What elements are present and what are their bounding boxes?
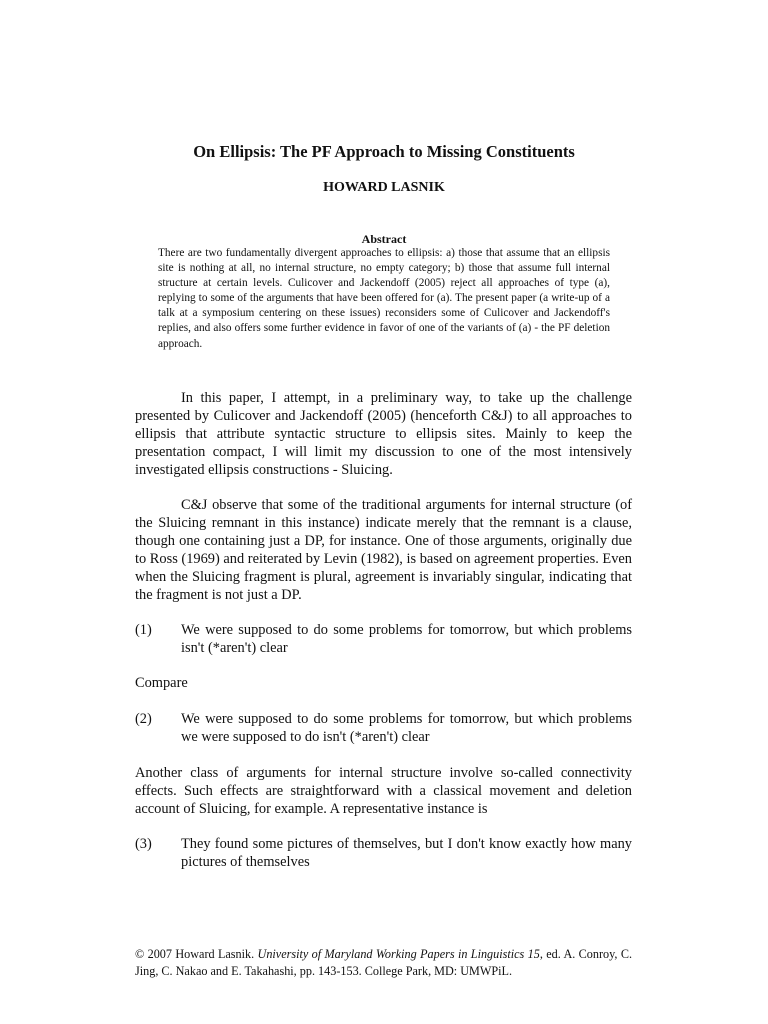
example-text: They found some pictures of themselves, but I don't know exactly how many pictures of themselves — [181, 836, 632, 871]
copyright-footnote — [135, 946, 632, 979]
example-text: We were supposed to do some problems for tomorrow, but which problems isn't (*aren't) clear — [181, 622, 632, 657]
footnote-suffix: , ed. A. Conroy, C. Jing, C. Nakao and E. Takahashi, pp. 143-153. College Park, MD: UMWPiL. — [135, 947, 632, 978]
example-number: (2) — [135, 711, 152, 727]
example-number: (3) — [135, 836, 152, 852]
abstract-text: There are two fundamentally divergent approaches to ellipsis: a) those that assume that an ellipsis site is nothing at all, no internal structure, no empty category; b) those that assume full internal structure at certain levels. Culicover and Jackendoff (2005) reject all approaches of type (a), replying to some of the arguments that have been offered for (a). The present paper (a write-up of a talk at a symposium centering on these issues) reconsiders some of Culicover and Jackendoff's replies, and also offers some further evidence in favor of one of the variants of (a) - the PF deletion approach. — [158, 247, 610, 350]
footnote-prefix: © 2007 Howard Lasnik. — [135, 947, 258, 961]
example-number: (1) — [135, 622, 152, 638]
paragraph-connectivity: Another class of arguments for internal structure involve so-called connectivity effects. Such effects are straightforward with a classical movement and deletion account of Sluicing, for example. A representative instance is — [135, 765, 632, 818]
paper-title: On Ellipsis: The PF Approach to Missing Constituents — [193, 142, 575, 161]
paragraph-intro: In this paper, I attempt, in a preliminary way, to take up the challenge presented by Culicover and Jackendoff (2005) (henceforth C&J) to all approaches to ellipsis that attribute syntactic structure to ellipsis sites. Mainly to keep the presentation compact, I will limit my discussion to one of the most intensively investigated ellipsis constructions - Sluicing. — [135, 390, 632, 479]
abstract-heading: Abstract — [361, 232, 407, 246]
paragraph-agreement: C&J observe that some of the traditional arguments for internal structure (of the Sluicing remnant in this instance) indicate merely that the remnant is a clause, though one containing just a DP, for instance. One of those arguments, originally due to Ross (1969) and reiterated by Levin (1982), is based on agreement properties. Even when the Sluicing fragment is plural, agreement is invariably singular, indicating that the fragment is not just a DP. — [135, 497, 632, 604]
author-name: HOWARD LASNIK — [323, 180, 445, 195]
example-text: We were supposed to do some problems for tomorrow, but which problems we were supposed to do isn't (*aren't) clear — [181, 711, 632, 746]
paragraph-compare: Compare — [135, 675, 188, 691]
footnote-journal: University of Maryland Working Papers in Linguistics 15 — [257, 947, 540, 961]
